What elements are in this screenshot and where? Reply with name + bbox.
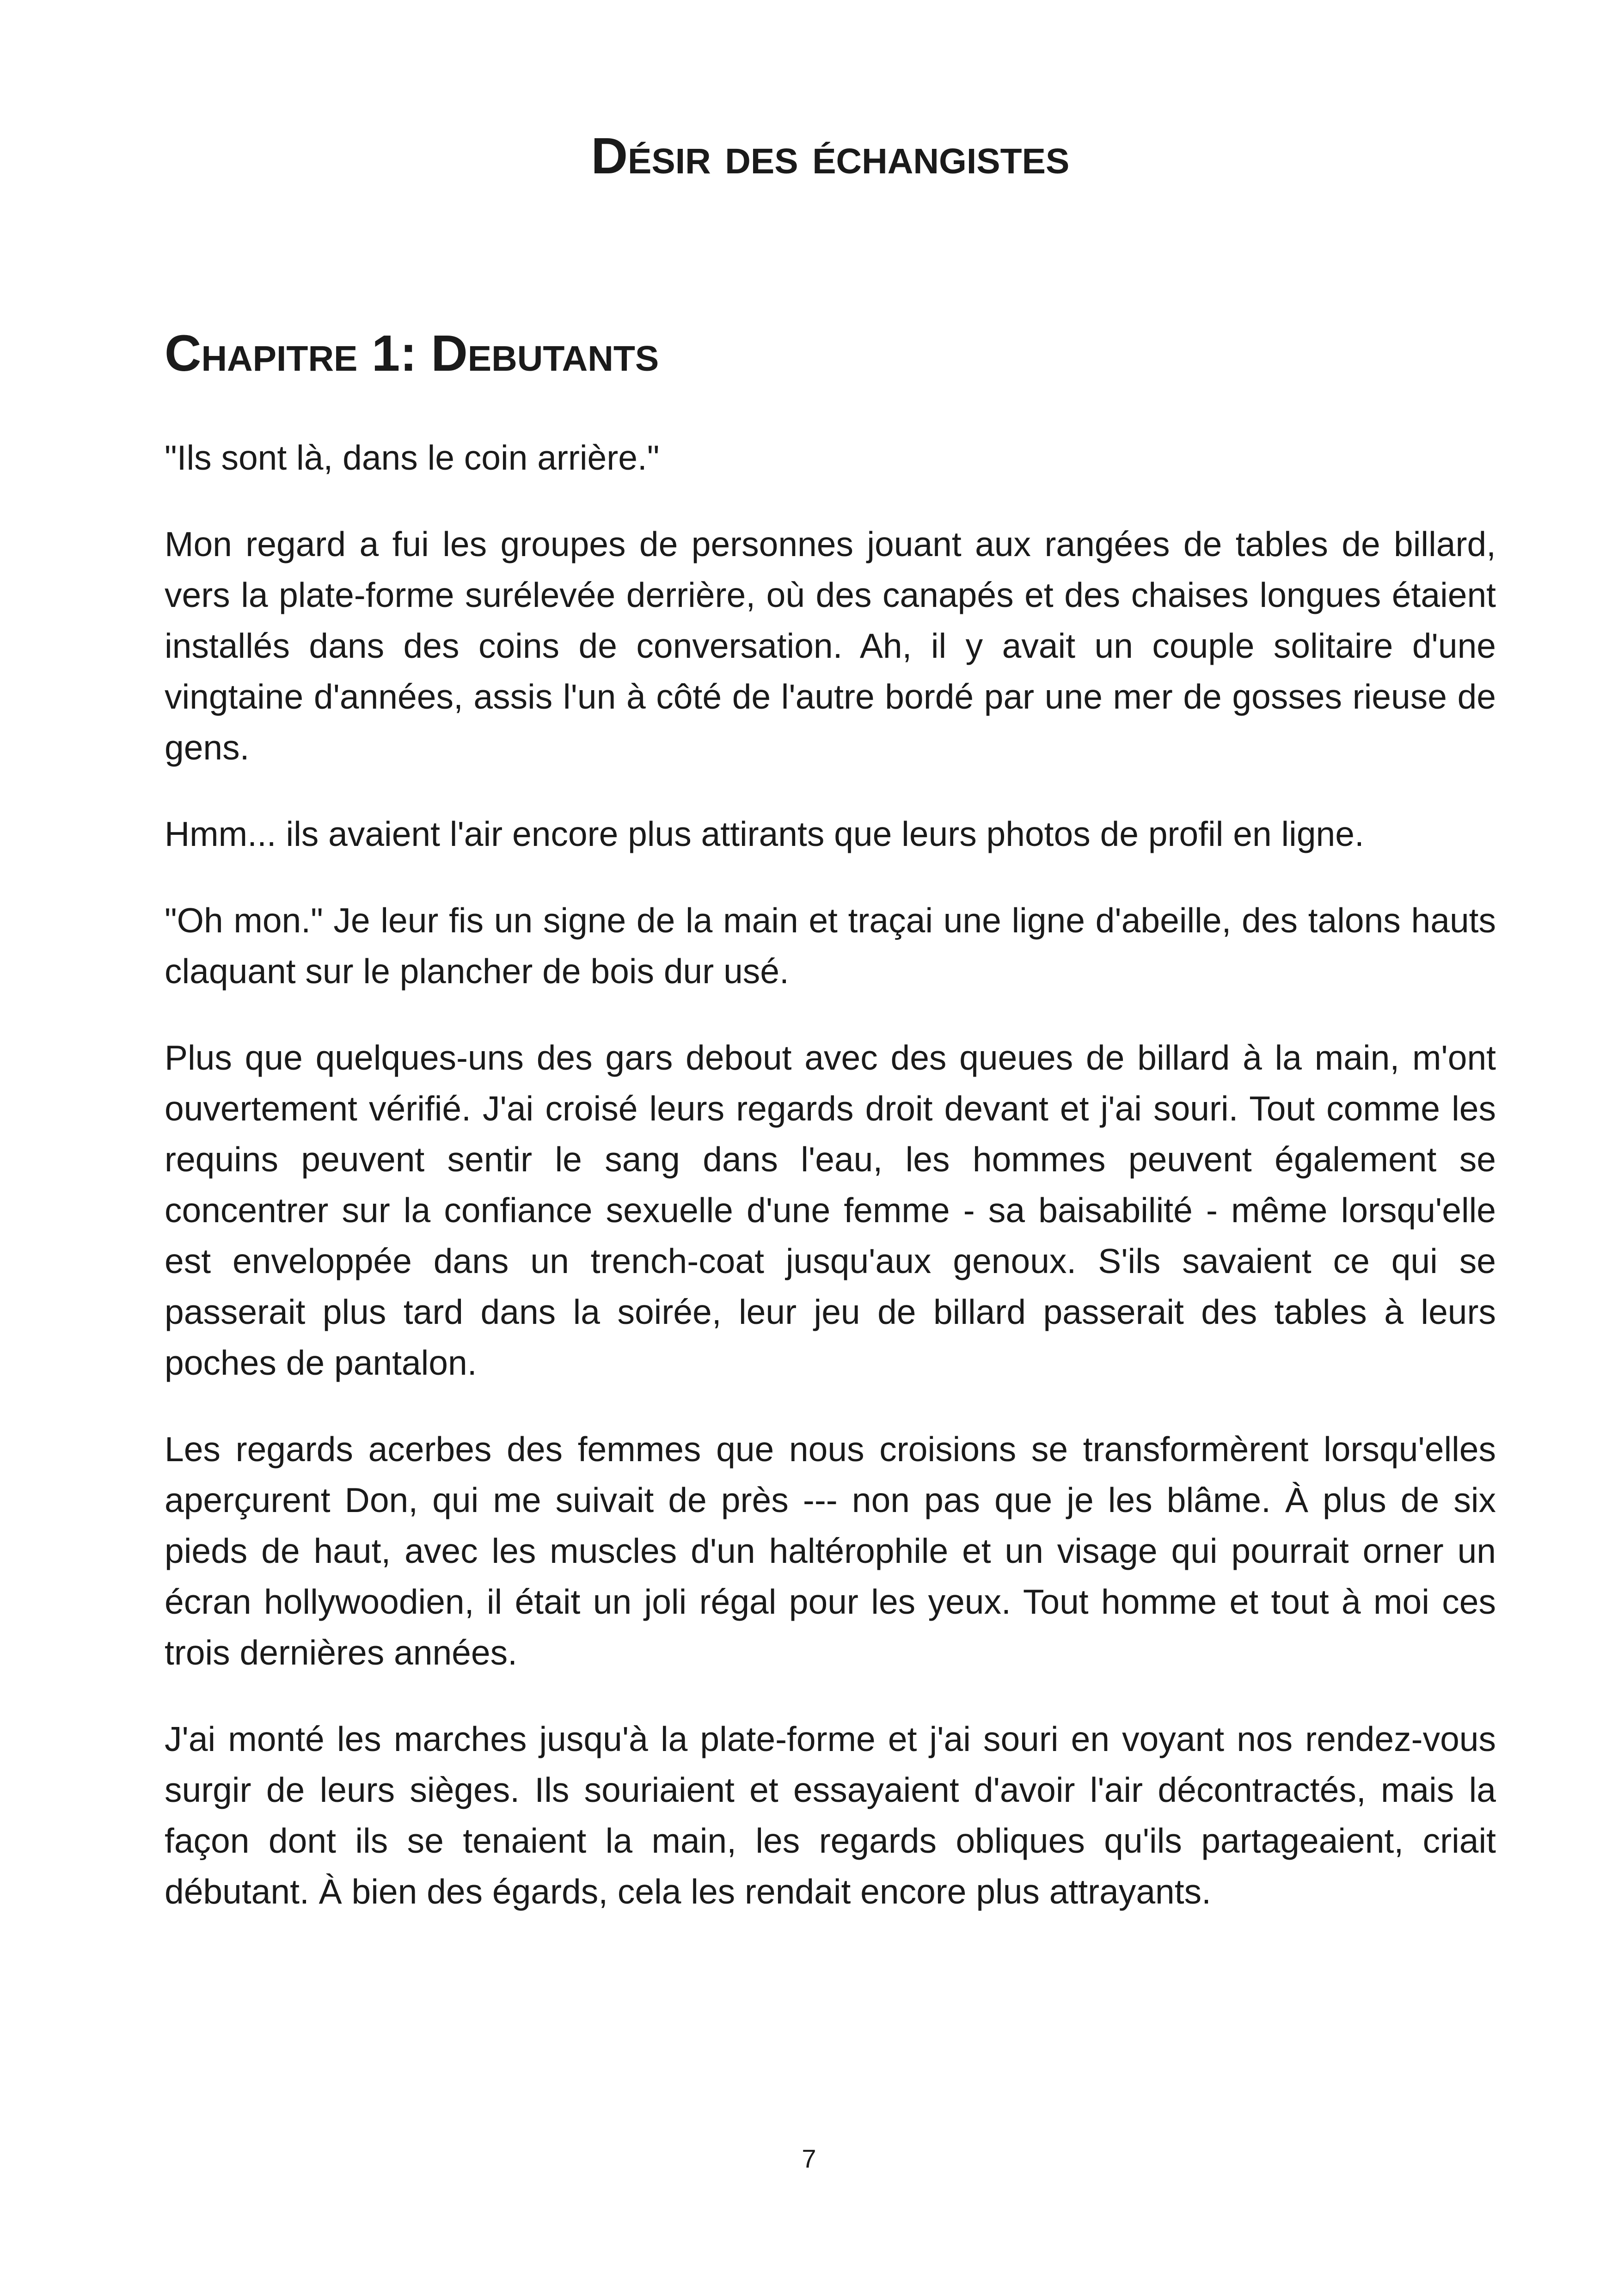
paragraph: Hmm... ils avaient l'air encore plus attirants que leurs photos de profil en ligne. (165, 814, 1364, 853)
paragraph: J'ai monté les marches jusqu'à la plate-forme et j'ai souri en voyant nos rendez-vous surgir de leurs sièges. Ils souriaient et essayaient d'avoir l'air décontractés, mais la façon dont ils se tenaient la main, les regards obliques qu'ils partageaient, criait débutant. À bien des égards, cela les rendait encore plus attrayants. (165, 1720, 1496, 1911)
paragraph: "Oh mon." Je leur fis un signe de la main et traçai une ligne d'abeille, des talons hauts claquant sur le plancher de bois dur usé. (165, 901, 1496, 991)
paragraph: Plus que quelques-uns des gars debout avec des queues de billard à la main, m'ont ouvertement vérifié. J'ai croisé leurs regards droit devant et j'ai souri. Tout comme les requins peuvent sentir le sang dans l'eau, les hommes peuvent également se concentrer sur la confiance sexuelle d'une femme - sa baisabilité - même lorsqu'elle est enveloppée dans un trench-coat jusqu'aux genoux. S'ils savaient ce qui se passerait plus tard dans la soirée, leur jeu de billard passerait des tables à leurs poches de pantalon. (165, 1038, 1496, 1382)
paragraph: "Ils sont là, dans le coin arrière." (165, 438, 660, 477)
chapter-title: Chapitre 1: Debutants (165, 325, 659, 382)
chapter-body (165, 432, 1496, 1953)
page-number: 7 (802, 2144, 816, 2173)
paragraph: Mon regard a fui les groupes de personnes jouant aux rangées de tables de billard, vers la plate-forme surélevée derrière, où des canapés et des chaises longues étaient installés dans des coins de conversation. Ah, il y avait un couple solitaire d'une vingtaine d'années, assis l'un à côté de l'autre bordé par une mer de gosses rieuse de gens. (165, 525, 1496, 767)
paragraph: Les regards acerbes des femmes que nous croisions se transformèrent lorsqu'elles aperçurent Don, qui me suivait de près --- non pas que je les blâme. À plus de six pieds de haut, avec les muscles d'un haltérophile et un visage qui pourrait orner un écran hollywoodien, il était un joli régal pour les yeux. Tout homme et tout à moi ces trois dernières années. (165, 1430, 1496, 1672)
book-title: Désir des échangistes (591, 128, 1070, 184)
